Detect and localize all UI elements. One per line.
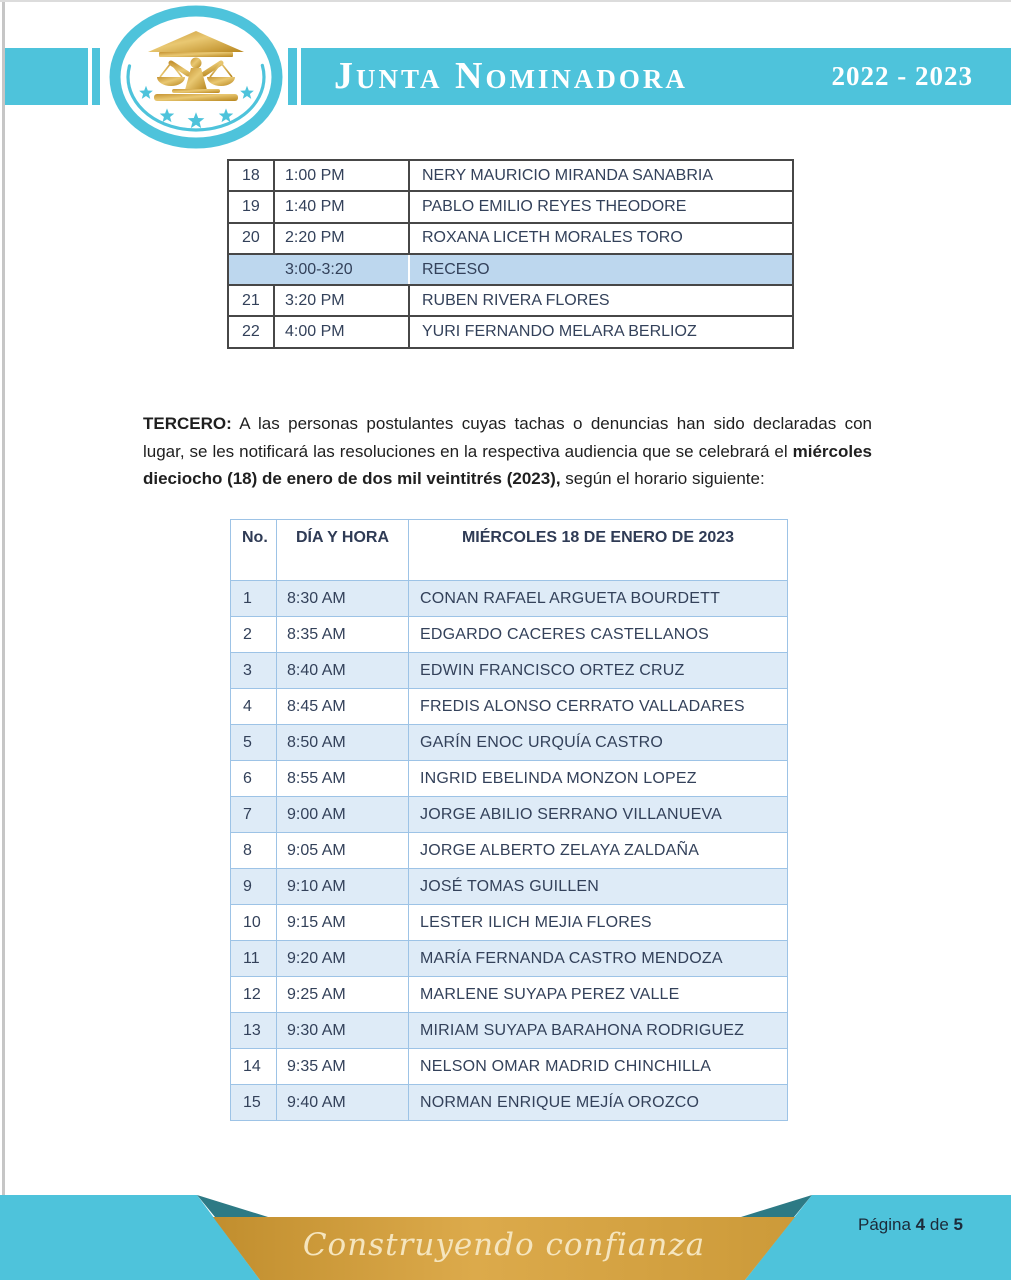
schedule-row — [231, 761, 788, 797]
schedule-row — [231, 689, 788, 725]
cell-time: 9:30 AM — [277, 1013, 409, 1049]
scales-of-justice-logo-icon — [104, 4, 289, 152]
header-left-block — [5, 48, 88, 105]
schedule-row — [231, 581, 788, 617]
cell-time: 1:00 PM — [274, 160, 409, 191]
page-number-separator: de — [929, 1215, 949, 1234]
paragraph-body-1: A las personas postulantes cuyas tachas o denuncias han sido declaradas con lugar, se les notificará las resoluciones en la respectiva audiencia que se celebrará el — [143, 414, 872, 461]
cell-name: JORGE ALBERTO ZELAYA ZALDAÑA — [409, 833, 788, 869]
schedule-row — [231, 1013, 788, 1049]
schedule-row — [231, 1085, 788, 1121]
cell-name: ROXANA LICETH MORALES TORO — [409, 223, 793, 254]
cell-number: 15 — [231, 1085, 277, 1121]
cell-number: 19 — [228, 191, 274, 222]
cell-number: 1 — [231, 581, 277, 617]
schedule-row — [228, 160, 793, 191]
cell-time: 2:20 PM — [274, 223, 409, 254]
header-right-bar — [288, 48, 297, 105]
cell-number: 10 — [231, 905, 277, 941]
tercero-paragraph — [143, 410, 872, 493]
page-number — [858, 1215, 963, 1235]
cell-name: PABLO EMILIO REYES THEODORE — [409, 191, 793, 222]
cell-number: 20 — [228, 223, 274, 254]
cell-number: 5 — [231, 725, 277, 761]
cell-number: 12 — [231, 977, 277, 1013]
cell-number: 11 — [231, 941, 277, 977]
cell-time: 8:50 AM — [277, 725, 409, 761]
cell-number: 21 — [228, 285, 274, 316]
cell-time: 8:30 AM — [277, 581, 409, 617]
schedule-row — [231, 869, 788, 905]
cell-name: GARÍN ENOC URQUÍA CASTRO — [409, 725, 788, 761]
schedule-row — [231, 617, 788, 653]
footer-slogan: Construyendo confianza — [302, 1227, 706, 1263]
cell-time: 8:35 AM — [277, 617, 409, 653]
cell-time: 9:05 AM — [277, 833, 409, 869]
cell-name: FREDIS ALONSO CERRATO VALLADARES — [409, 689, 788, 725]
cell-time: 8:55 AM — [277, 761, 409, 797]
schedule-row — [231, 725, 788, 761]
cell-name: MIRIAM SUYAPA BARAHONA RODRIGUEZ — [409, 1013, 788, 1049]
cell-time: 8:45 AM — [277, 689, 409, 725]
cell-name: LESTER ILICH MEJIA FLORES — [409, 905, 788, 941]
cell-name: CONAN RAFAEL ARGUETA BOURDETT — [409, 581, 788, 617]
hearings-table-body — [231, 581, 788, 1121]
cell-time: 9:00 AM — [277, 797, 409, 833]
cell-time: 8:40 AM — [277, 653, 409, 689]
cell-time: 4:00 PM — [274, 316, 409, 347]
page-number-current: 4 — [915, 1215, 926, 1234]
column-header-no: No. — [231, 520, 277, 581]
cell-number — [228, 254, 274, 285]
schedule-row — [228, 285, 793, 316]
schedule-row — [231, 833, 788, 869]
hearings-table — [230, 519, 788, 1121]
header-row — [231, 520, 788, 581]
cell-time: 9:15 AM — [277, 905, 409, 941]
cell-name: INGRID EBELINDA MONZON LOPEZ — [409, 761, 788, 797]
column-header-dia-hora: DÍA Y HORA — [277, 520, 409, 581]
page-title: Junta Nominadora — [334, 54, 688, 97]
schedule-row — [228, 316, 793, 347]
schedule-row — [231, 797, 788, 833]
schedule-continuation-table — [227, 159, 794, 349]
schedule-row — [231, 941, 788, 977]
cell-number: 8 — [231, 833, 277, 869]
paragraph-lead: TERCERO: — [143, 414, 232, 433]
schedule-row — [228, 223, 793, 254]
page-number-total: 5 — [953, 1215, 963, 1234]
cell-name: YURI FERNANDO MELARA BERLIOZ — [409, 316, 793, 347]
schedule-row — [231, 1049, 788, 1085]
cell-name: NORMAN ENRIQUE MEJÍA OROZCO — [409, 1085, 788, 1121]
cell-name: EDGARDO CACERES CASTELLANOS — [409, 617, 788, 653]
hearings-table-header — [231, 520, 788, 581]
schedule-row — [231, 977, 788, 1013]
cell-number: 7 — [231, 797, 277, 833]
cell-name: JORGE ABILIO SERRANO VILLANUEVA — [409, 797, 788, 833]
page-number-label: Página — [858, 1215, 911, 1234]
cell-name: RECESO — [409, 254, 793, 285]
cell-name: NELSON OMAR MADRID CHINCHILLA — [409, 1049, 788, 1085]
cell-number: 14 — [231, 1049, 277, 1085]
paragraph-body-2: según el horario siguiente: — [560, 469, 765, 489]
scan-edge-top — [0, 0, 1011, 2]
cell-time: 9:40 AM — [277, 1085, 409, 1121]
cell-time: 9:20 AM — [277, 941, 409, 977]
cell-name: EDWIN FRANCISCO ORTEZ CRUZ — [409, 653, 788, 689]
schedule-row — [231, 905, 788, 941]
cell-name: JOSÉ TOMAS GUILLEN — [409, 869, 788, 905]
header-left-bar — [92, 48, 100, 105]
cell-time: 3:20 PM — [274, 285, 409, 316]
header-years: 2022 - 2023 — [831, 60, 973, 91]
cell-time: 9:25 AM — [277, 977, 409, 1013]
schedule-row — [231, 653, 788, 689]
cell-name: MARLENE SUYAPA PEREZ VALLE — [409, 977, 788, 1013]
paragraph-bold-date: miércoles dieciocho (18) de enero de dos mil veintitrés (2023), — [143, 441, 872, 489]
cell-time: 9:10 AM — [277, 869, 409, 905]
cell-name: RUBEN RIVERA FLORES — [409, 285, 793, 316]
continuation-table-body — [228, 160, 793, 348]
scan-edge-left — [2, 0, 5, 1280]
cell-number: 4 — [231, 689, 277, 725]
cell-time: 9:35 AM — [277, 1049, 409, 1085]
schedule-row — [228, 191, 793, 222]
cell-number: 6 — [231, 761, 277, 797]
cell-number: 2 — [231, 617, 277, 653]
cell-number: 13 — [231, 1013, 277, 1049]
cell-time: 3:00-3:20 — [274, 254, 409, 285]
cell-number: 9 — [231, 869, 277, 905]
cell-number: 22 — [228, 316, 274, 347]
cell-name: NERY MAURICIO MIRANDA SANABRIA — [409, 160, 793, 191]
column-header-fecha: MIÉRCOLES 18 DE ENERO DE 2023 — [409, 520, 788, 581]
cell-time: 1:40 PM — [274, 191, 409, 222]
cell-number: 18 — [228, 160, 274, 191]
cell-number: 3 — [231, 653, 277, 689]
cell-name: MARÍA FERNANDA CASTRO MENDOZA — [409, 941, 788, 977]
recess-row — [228, 254, 793, 285]
header-banner — [301, 48, 1011, 105]
